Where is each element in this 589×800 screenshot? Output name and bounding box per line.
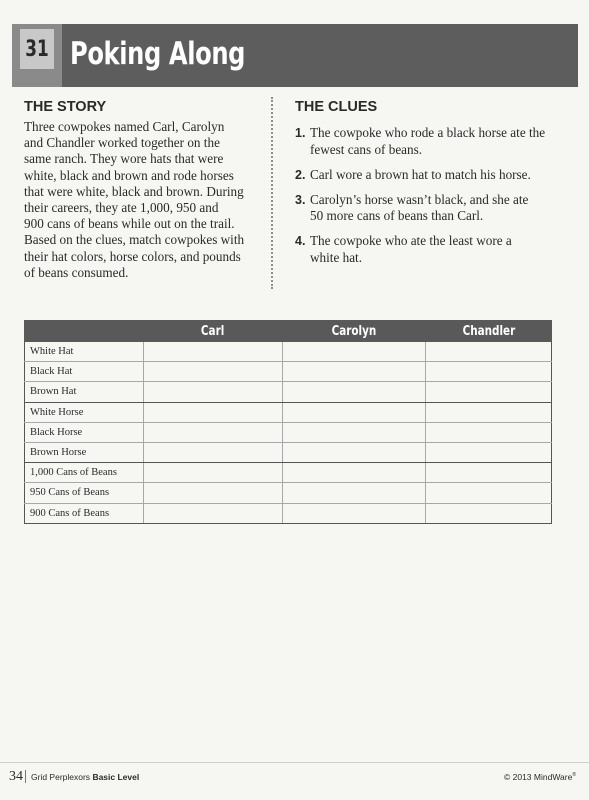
row-label: 1,000 Cans of Beans [25, 463, 144, 483]
copyright [504, 772, 576, 782]
grid-cell[interactable] [283, 402, 426, 422]
row-label: Black Hat [25, 362, 144, 382]
row-label: Black Horse [25, 422, 144, 442]
book-title-text: Grid Perplexors [31, 772, 91, 782]
clue-number: 4. [295, 234, 306, 248]
grid-cell[interactable] [426, 422, 552, 442]
grid-cell[interactable] [144, 342, 283, 362]
grid-cell[interactable] [144, 402, 283, 422]
clues-heading: THE CLUES [295, 99, 378, 115]
footer-rule [0, 762, 589, 763]
clue-item [295, 192, 565, 225]
clue-item [295, 125, 565, 158]
story-line: white, black and brown and rode horses [24, 167, 234, 183]
story-line: Based on the clues, match cowpokes with [24, 232, 245, 248]
footer-separator [25, 770, 26, 783]
story-line: of beans consumed. [24, 264, 129, 280]
grid-cell[interactable] [426, 483, 552, 503]
grid-row [25, 483, 552, 503]
puzzle-title: Poking Along [70, 36, 246, 72]
grid-cell[interactable] [144, 483, 283, 503]
story-text [24, 119, 264, 281]
story-line: that were white, black and brown. During [24, 183, 244, 199]
grid-cell[interactable] [283, 463, 426, 483]
grid-cell[interactable] [283, 422, 426, 442]
grid-cell[interactable] [426, 342, 552, 362]
grid-row [25, 382, 552, 402]
clues-list [295, 125, 565, 275]
puzzle-header [12, 24, 578, 87]
copyright-text: © 2013 MindWare [504, 772, 573, 782]
clue-number: 3. [295, 192, 306, 207]
clue-text: The cowpoke who ate the least wore a [310, 233, 512, 248]
row-label: White Horse [25, 402, 144, 422]
grid-cell[interactable] [283, 362, 426, 382]
row-label: White Hat [25, 342, 144, 362]
grid-cell[interactable] [144, 422, 283, 442]
grid-cell[interactable] [283, 342, 426, 362]
puzzle-number-box [12, 24, 62, 87]
row-label: 900 Cans of Beans [25, 503, 144, 523]
story-line: their hat colors, horse colors, and pounds [24, 248, 241, 264]
logic-grid [24, 320, 552, 524]
clue-number: 2. [295, 167, 306, 182]
grid-cell[interactable] [144, 503, 283, 523]
grid-cell[interactable] [426, 402, 552, 422]
story-heading: THE STORY [24, 99, 107, 115]
story-line: their careers, they ate 1,000, 950 and [24, 200, 219, 216]
grid-cell[interactable] [283, 442, 426, 462]
column-divider [271, 97, 273, 289]
clue-item [295, 233, 565, 266]
page-number: 34 [9, 769, 23, 784]
grid-cell[interactable] [426, 362, 552, 382]
book-level: Basic Level [92, 772, 140, 782]
trademark-symbol: ® [572, 772, 576, 779]
grid-row [25, 503, 552, 523]
story-line: 900 cans of beans while out on the trail. [24, 216, 235, 232]
grid-cell[interactable] [426, 442, 552, 462]
clue-text: Carolyn’s horse wasn’t black, and she ate [310, 191, 529, 207]
grid-cell[interactable] [144, 382, 283, 402]
row-label: Brown Horse [25, 442, 144, 462]
clue-number: 1. [295, 126, 306, 140]
story-line: same ranch. They wore hats that were [24, 151, 224, 167]
grid-row [25, 402, 552, 422]
grid-cell[interactable] [283, 382, 426, 402]
story-line: Three cowpokes named Carl, Carolyn [24, 119, 225, 134]
grid-header-row [25, 321, 552, 342]
clue-text: Carl wore a brown hat to match his horse. [310, 166, 531, 182]
puzzle-number: 31 [20, 29, 54, 69]
grid-cell[interactable] [144, 463, 283, 483]
grid-row [25, 422, 552, 442]
column-header-chandler: Chandler [426, 321, 552, 342]
row-label: Brown Hat [25, 382, 144, 402]
column-header-carolyn: Carolyn [283, 321, 426, 342]
clue-text: fewest cans of beans. [310, 141, 423, 157]
grid-corner [25, 321, 144, 342]
grid-cell[interactable] [426, 382, 552, 402]
grid-row [25, 442, 552, 462]
column-header-carl: Carl [144, 321, 283, 342]
row-label: 950 Cans of Beans [25, 483, 144, 503]
grid-row [25, 362, 552, 382]
clue-text: The cowpoke who rode a black horse ate the [310, 125, 546, 140]
grid-cell[interactable] [283, 503, 426, 523]
grid-cell[interactable] [144, 442, 283, 462]
story-line: and Chandler worked together on the [24, 135, 220, 151]
grid-row [25, 463, 552, 483]
clue-text: 50 more cans of beans than Carl. [310, 208, 484, 223]
grid-cell[interactable] [144, 362, 283, 382]
grid-row [25, 342, 552, 362]
grid-cell[interactable] [426, 503, 552, 523]
grid-cell[interactable] [283, 483, 426, 503]
grid-cell[interactable] [426, 463, 552, 483]
book-title [31, 772, 139, 782]
clue-item [295, 167, 565, 184]
clue-text: white hat. [310, 249, 363, 265]
